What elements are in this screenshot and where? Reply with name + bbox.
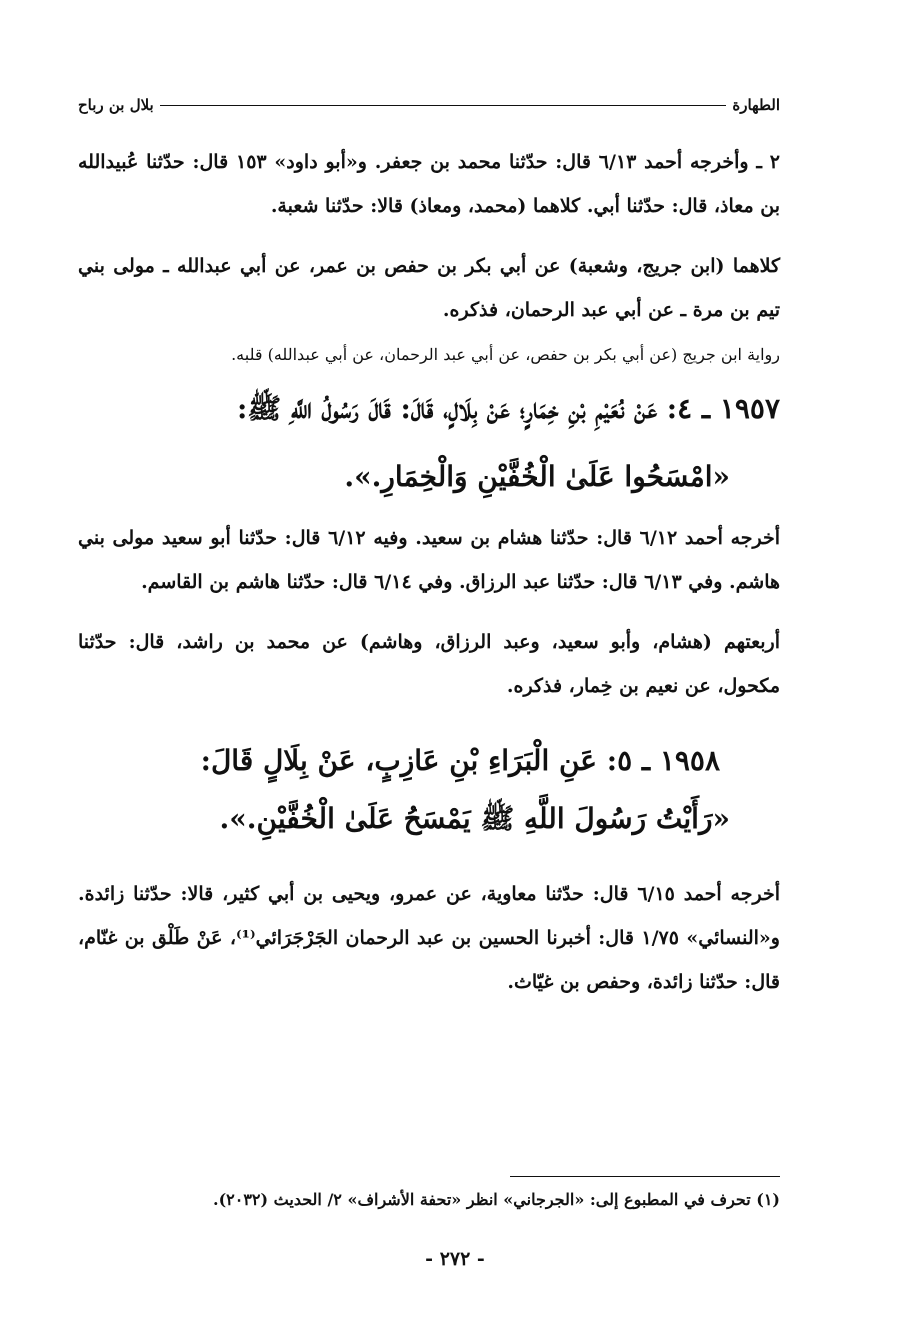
running-header — [78, 96, 780, 114]
footnote: (١) تحرف في المطبوع إلى: «الجرجاني» انظر «تحفة الأشراف» ٢/ الحديث (٢٠٣٢). — [213, 1190, 780, 1209]
paragraph-takhrij: أخرجه أحمد ٦/١٥ قال: حدّثنا معاوية، عن عمرو، ويحيى بن أبي كثير، قالا: حدّثنا زائدة. و«النسائي» ١/٧٥ قال: أخبرنا الحسين بن عبد الرحمان الجَرْجَرَائي⁽¹⁾، عَنْ طَلْق بن غنّام، قال: حدّثنا زائدة، وحفص بن غيّاث. — [78, 883, 780, 993]
body-text — [78, 140, 780, 1004]
footnote-rule — [510, 1176, 780, 1177]
header-chapter: بلال بن رباح — [78, 96, 154, 114]
paragraph-takhrij: ٢ ـ وأخرجه أحمد ٦/١٣ قال: حدّثنا محمد بن جعفر. و«أبو داود» ١٥٣ قال: حدّثنا عُبيدالله بن معاذ، قال: حدّثنا أبي. كلاهما (محمد، ومعاذ) قالا: حدّثنا شعبة. — [78, 151, 780, 217]
paragraph-note: رواية ابن جريج (عن أبي بكر بن حفص، عن أبي عبد الرحمان، عن أبي عبدالله) قلبه. — [231, 345, 780, 364]
hadith-matn: «رَأَيْتُ رَسُولَ اللَّهِ ﷺ يَمْسَحُ عَلَىٰ الْخُفَّيْنِ.». — [219, 802, 730, 835]
paragraph-takhrij: كلاهما (ابن جريج، وشعبة) عن أبي بكر بن حفص بن عمر، عن أبي عبدالله ـ مولى بني تيم بن مرة ـ عن أبي عبد الرحمان، فذكره. — [78, 255, 780, 321]
header-section: الطهارة — [732, 96, 780, 114]
page-number: - ٢٧٢ - — [425, 1248, 485, 1270]
hadith-matn: «امْسَحُوا عَلَىٰ الْخُفَّيْنِ وَالْخِمَارِ.». — [344, 460, 730, 493]
header-rule — [160, 105, 727, 106]
hadith-heading: ١٩٥٨ ـ ٥: عَنِ الْبَرَاءِ بْنِ عَازِبٍ، عَنْ بِلَالٍ قَالَ: — [200, 744, 720, 777]
hadith-heading: ١٩٥٧ ـ ٤: عَنْ نُعَيْمِ بْنِ خِمَارٍ؛ عَنْ بِلَالٍ، قَالَ: قَالَ رَسُولُ اللَّهِ ﷺ: — [236, 392, 780, 425]
paragraph-takhrij: أربعتهم (هشام، وأبو سعيد، وعبد الرزاق، وهاشم) عن محمد بن راشد، قال: حدّثنا مكحول، عن نعيم بن خِمار، فذكره. — [78, 631, 780, 697]
paragraph-takhrij: أخرجه أحمد ٦/١٢ قال: حدّثنا هشام بن سعيد. وفيه ٦/١٢ قال: حدّثنا أبو سعيد مولى بني هاشم. وفي ٦/١٣ قال: حدّثنا عبد الرزاق. وفي ٦/١٤ قال: حدّثنا هاشم بن القاسم. — [78, 527, 781, 593]
